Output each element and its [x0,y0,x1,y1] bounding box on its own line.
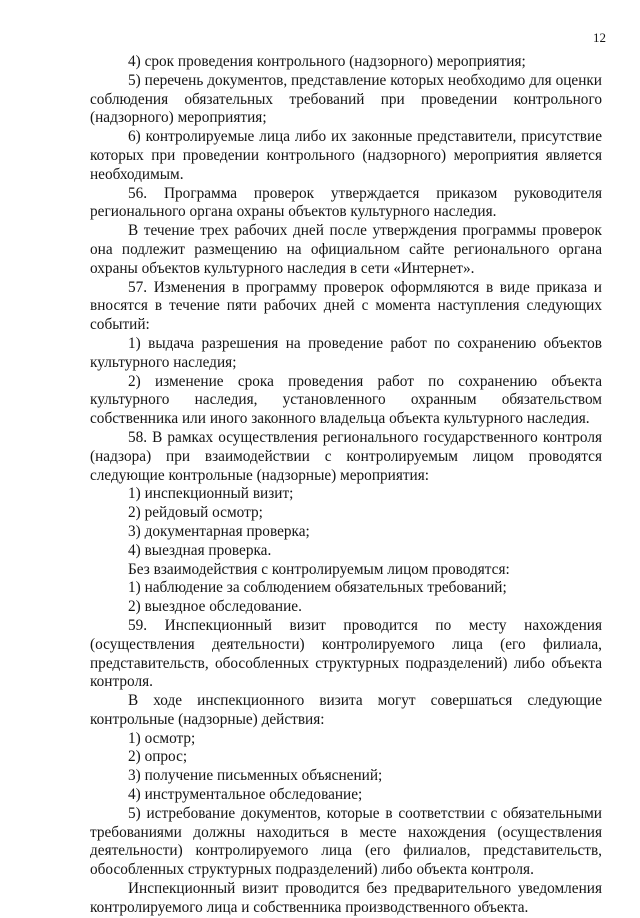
list-item: 2) выездное обследование. [128,598,302,616]
list-item: 1) осмотр; [128,729,196,747]
paragraph-57: 57. Изменения в программу проверок оформляются в виде приказа и вносятся в течение пяти рабочих дней с момента наступления следующих событий: [90,278,602,334]
list-item-controlled-persons: 6) контролируемые лица либо их законные представители, присутствие которых при проведении контрольного (надзорного) мероприятия является необходимым. [90,128,602,183]
list-item: 1) наблюдение за соблюдением обязательных требований; [128,579,507,597]
paragraph-56: 56. Программа проверок утверждается приказом руководителя регионального органа охраны объектов культурного наследия. [90,184,602,221]
paragraph-58: 58. В рамках осуществления регионального государственного контроля (надзора) при взаимодействии с контролируемым лицом проводятся следующие контрольные (надзорные) мероприятия: [90,428,602,484]
paragraph-59-actions: В ходе инспекционного визита могут совершаться следующие контрольные (надзорные) действия: [90,692,602,728]
list-item-documents: 5) перечень документов, представление которых необходимо для оценки соблюдения обязательных требований при проведении контрольного (надзорного) мероприятия; [90,71,602,127]
document-body [90,53,602,918]
page-number: 12 [593,30,606,45]
paragraph-59: 59. Инспекционный визит проводится по месту нахождения (осуществления деятельности) контролируемого лица (его филиала, представительств, обособленных структурных подразделений) либо объекта контроля. [90,616,602,691]
list-item: 1) инспекционный визит; [128,485,294,503]
paragraph-no-notice: Инспекционный визит проводится без предварительного уведомления контролируемого лица и собственника производственного объекта. [90,880,602,916]
list-item-document-request: 5) истребование документов, которые в соответствии с обязательными требованиями должны находиться в месте нахождения (осуществления деятельности) контролируемого лица (его филиалов, представительств, обособленных структурных подразделений) либо объекта контроля. [90,804,602,879]
list-item: 4) выездная проверка. [128,541,272,559]
list-item: 3) получение письменных объяснений; [128,767,383,785]
paragraph-56-publication: В течение трех рабочих дней после утверждения программы проверок она подлежит размещению на официальном сайте регионального органа охраны объектов культурного наследия в сети «Интернет». [90,222,602,277]
list-item: 2) опрос; [128,748,188,766]
list-item: 3) документарная проверка; [128,522,310,540]
list-item-deadline: 4) срок проведения контрольного (надзорного) мероприятия; [128,53,526,70]
list-item-term-change: 2) изменение срока проведения работ по сохранению объекта культурного наследия, установленного охранным обязательством собственника или иного законного владельца объекта культурного наследия. [90,372,602,428]
list-item: 4) инструментальное обследование; [128,786,363,804]
paragraph-no-interaction: Без взаимодействия с контролируемым лицом проводятся: [128,560,510,578]
list-item: 2) рейдовый осмотр; [128,504,263,522]
list-item-permit: 1) выдача разрешения на проведение работ по сохранению объектов культурного наследия; [90,334,602,371]
